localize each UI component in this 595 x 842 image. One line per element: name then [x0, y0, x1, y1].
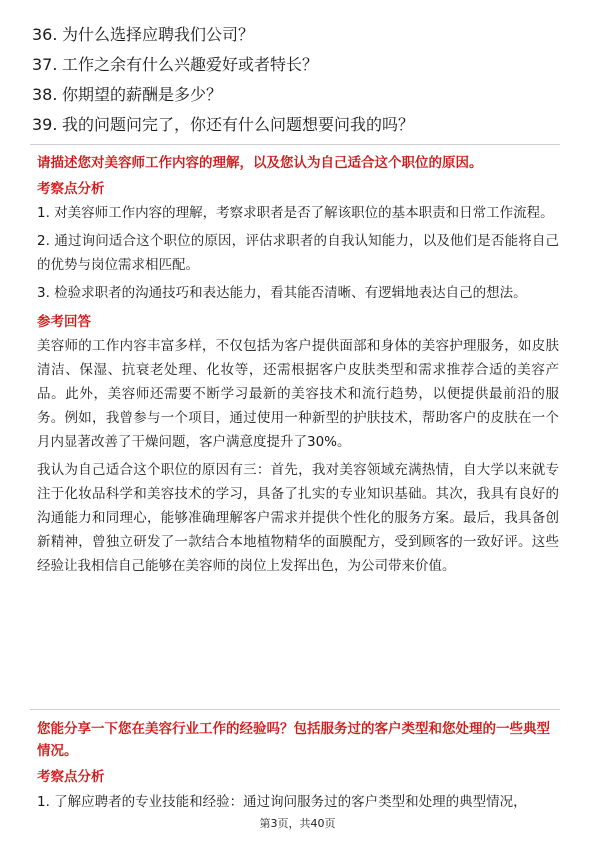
question-number: 36.	[32, 25, 58, 44]
answer-paragraph: 美容师的工作内容丰富多样，不仅包括为客户提供面部和身体的美容护理服务，如皮肤清洁、保湿、抗衰老处理、化妆等，还需根据客户皮肤类型和需求推荐合适的美容产品。此外，美容师还需要不断学习最新的美容技术和流行趋势，以便提供最前沿的服务。例如，我曾参与一个项目，通过使用一种新型的护肤技术，帮助客户的皮肤在一个月内显著改善了干燥问题，客户满意度提升了30%。	[37, 338, 559, 450]
analysis-point: 3. 检验求职者的沟通技巧和表达能力，看其能否清晰、有逻辑地表达自己的想法。	[37, 285, 527, 301]
answer-heading: 参考回答	[37, 314, 91, 330]
section-question-1	[37, 152, 559, 578]
section-divider	[30, 144, 560, 145]
section-question-2	[37, 718, 559, 814]
list-item	[32, 20, 572, 50]
question-list	[32, 20, 572, 140]
analysis-heading: 考察点分析	[37, 181, 105, 197]
question-title: 您能分享一下您在美容行业工作的经验吗？包括服务过的客户类型和您处理的一些典型情况。	[37, 721, 550, 759]
page-number: 第3页，共40页	[259, 817, 336, 830]
question-text: 你期望的薪酬是多少？	[62, 85, 223, 104]
section-divider	[30, 709, 560, 710]
list-item	[32, 50, 572, 80]
analysis-point: 2. 通过询问适合这个职位的原因，评估求职者的自我认知能力，以及他们是否能将自己的优势与岗位需求相匹配。	[37, 233, 559, 273]
analysis-heading: 考察点分析	[37, 769, 105, 785]
analysis-point: 1. 了解应聘者的专业技能和经验：通过询问服务过的客户类型和处理的典型情况，	[37, 794, 527, 810]
question-number: 38.	[32, 85, 58, 104]
list-item	[32, 80, 572, 110]
question-number: 37.	[32, 55, 58, 74]
question-text: 我的问题问完了，你还有什么问题想要问我的吗？	[62, 115, 415, 134]
question-title: 请描述您对美容师工作内容的理解，以及您认为自己适合这个职位的原因。	[37, 155, 483, 171]
analysis-point: 1. 对美容师工作内容的理解，考察求职者是否了解该职位的基本职责和日常工作流程。	[37, 205, 554, 221]
answer-paragraph: 我认为自己适合这个职位的原因有三：首先，我对美容领域充满热情，自大学以来就专注于化妆品科学和美容技术的学习，具备了扎实的专业知识基础。其次，我具有良好的沟通能力和同理心，能够准确理解客户需求并提供个性化的服务方案。最后，我具备创新精神，曾独立研发了一款结合本地植物精华的面膜配方，受到顾客的一致好评。这些经验让我相信自己能够在美容师的岗位上发挥出色，为公司带来价值。	[37, 462, 559, 574]
question-text: 为什么选择应聘我们公司？	[62, 25, 255, 44]
question-text: 工作之余有什么兴趣爱好或者特长？	[62, 55, 319, 74]
list-item	[32, 110, 572, 140]
question-number: 39.	[32, 115, 58, 134]
